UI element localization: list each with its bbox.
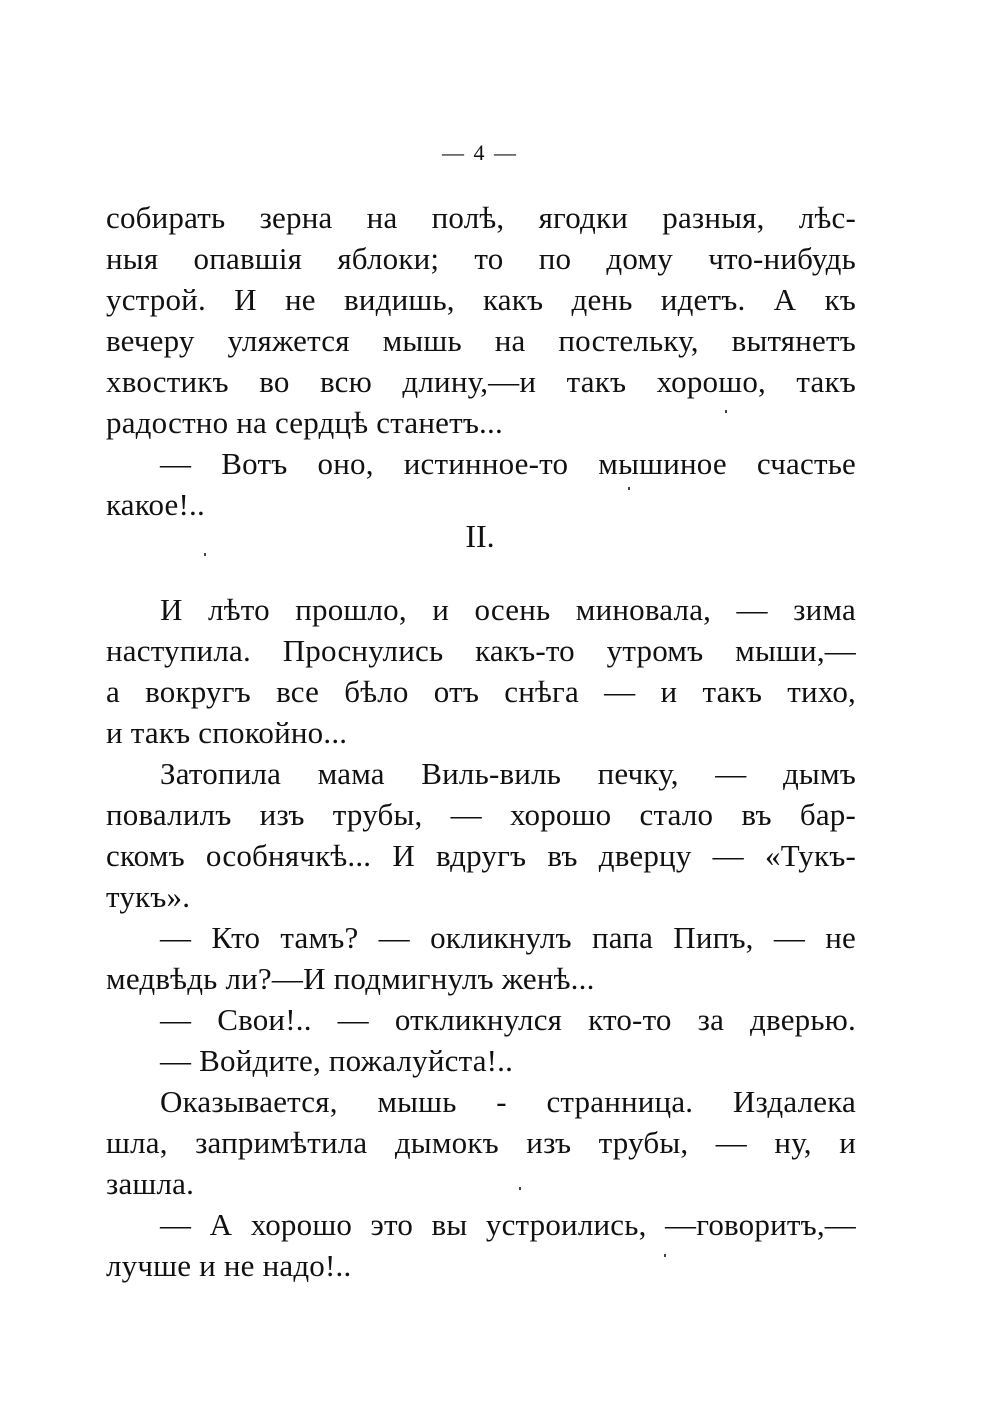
text-line: — Войдите, пожалуйста!.. — [160, 1043, 514, 1078]
text-line: — Свои!.. — откликнулся кто-то за дверью. — [160, 1002, 856, 1037]
text-line: — А хорошо это вы устроились, —говоритъ,— — [160, 1207, 856, 1242]
section-heading: II. — [465, 518, 495, 554]
text-line: наступила. Проснулись какъ-то утромъ мыши,— — [106, 633, 856, 668]
text-line: медвѣдь ли?—И подмигнулъ женѣ... — [106, 961, 595, 996]
text-line: ныя опавшія яблоки; то по дому что-нибудь — [106, 241, 856, 276]
text-line: — Кто тамъ? — окликнулъ папа Пипъ, — не — [160, 920, 856, 955]
text-line: скомъ особнячкѣ... И вдругъ въ дверцу — «Тукъ- — [106, 838, 856, 873]
text-line: Затопила мама Виль-виль печку, — дымъ — [160, 756, 856, 791]
scan-speck — [519, 1187, 521, 1190]
text-line: вечеру уляжется мышь на постельку, вытянетъ — [106, 323, 856, 358]
text-line: И лѣто прошло, и осень миновала, — зима — [160, 592, 856, 627]
text-line: хвостикъ во всю длину,—и такъ хорошо, такъ — [106, 364, 856, 399]
scan-speck — [725, 410, 727, 413]
text-line: — Вотъ оно, истинное-то мышиное счастье — [160, 446, 856, 481]
text-line: повалилъ изъ трубы, — хорошо стало въ бар- — [106, 797, 856, 832]
text-line: устрой. И не видишь, какъ день идетъ. А къ — [106, 282, 856, 317]
text-line: радостно на сердцѣ станетъ... — [106, 405, 503, 440]
text-line: какое!.. — [106, 487, 205, 522]
text-line: собирать зерна на полѣ, ягодки разныя, лѣс- — [106, 200, 856, 235]
scan-speck — [628, 487, 630, 490]
scan-speck — [664, 1254, 666, 1257]
text-line: лучше и не надо!.. — [106, 1248, 352, 1283]
text-line: шла, запримѣтила дымокъ изъ трубы, — ну, и — [106, 1125, 856, 1160]
scan-speck — [204, 553, 206, 556]
page-number: — 4 — — [442, 140, 518, 165]
text-line: тукъ». — [106, 879, 191, 914]
text-line: Оказывается, мышь - странница. Издалека — [160, 1084, 856, 1119]
text-line: зашла. — [106, 1166, 195, 1201]
text-line: а вокругъ все бѣло отъ снѣга — и такъ тихо, — [106, 674, 856, 709]
text-line: и такъ спокойно... — [106, 715, 348, 750]
